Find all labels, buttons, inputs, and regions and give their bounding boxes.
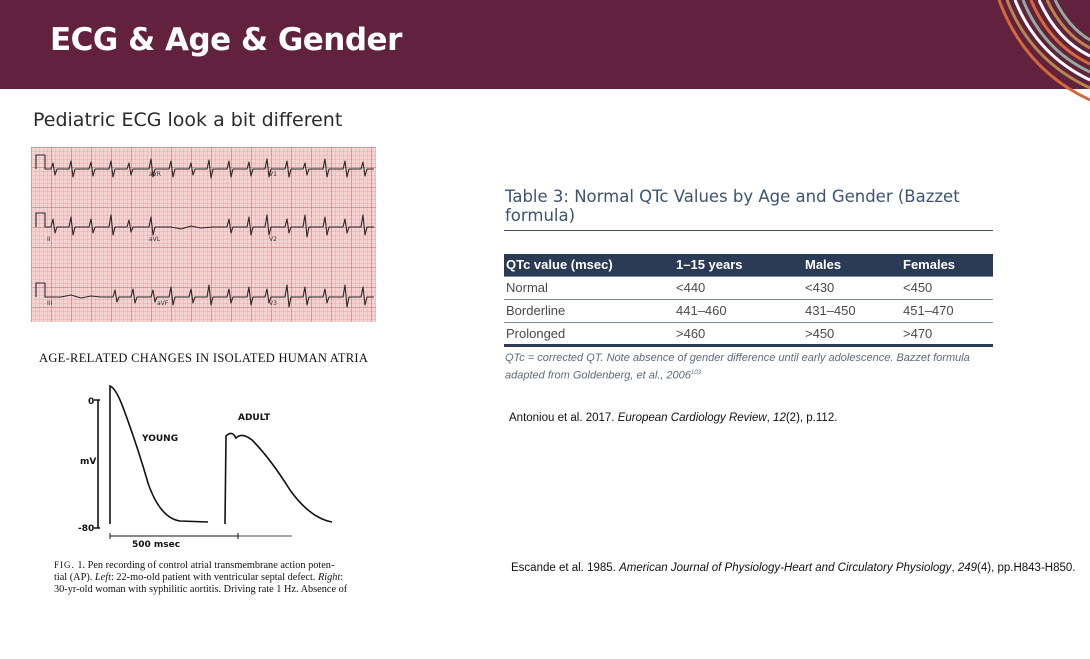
decorative-corner-arcs xyxy=(995,0,1090,120)
table-cell: >470 xyxy=(901,322,993,345)
table-row xyxy=(504,299,993,322)
lead-label-iii: III xyxy=(47,300,53,307)
column-header: 1–15 years xyxy=(674,254,803,276)
ap-young-label: YOUNG xyxy=(142,434,179,444)
lead-label-ii: II xyxy=(47,236,51,243)
title-divider xyxy=(504,230,993,231)
lead-label-avl: aVL xyxy=(149,236,161,243)
reference-antoniou: Antoniou et al. 2017. European Cardiology Review, 12(2), p.112. xyxy=(509,412,838,424)
table-cell: <440 xyxy=(674,276,803,299)
lead-label-avr: aVR xyxy=(149,171,161,178)
table-cell: <450 xyxy=(901,276,993,299)
ap-figure-caption: FIG. 1. Pen recording of control atrial transmembrane action poten- tial (AP). Left: 22-mo-old patient with ventricular septal defect. Right: 30-yr-old woman with syphilitic aortitis. Driving rate 1 Hz. Absence of xyxy=(54,560,348,595)
ap-adult-trace xyxy=(225,433,332,524)
ap-scale-label: 500 msec xyxy=(132,540,181,550)
ap-mv-label: mV xyxy=(80,457,97,467)
column-header: Males xyxy=(803,254,901,276)
table-cell: <430 xyxy=(803,276,901,299)
slide-title: ECG & Age & Gender xyxy=(50,22,402,58)
column-header: Females xyxy=(901,254,993,276)
table-header-row xyxy=(504,254,993,276)
table-cell: 431–450 xyxy=(803,299,901,322)
lead-label-v2: V2 xyxy=(269,236,277,243)
lead-label-avf: aVF xyxy=(157,300,169,307)
ap-young-trace xyxy=(110,386,208,524)
table-row xyxy=(504,322,993,345)
table-cell: >460 xyxy=(674,322,803,345)
ap-adult-label: ADULT xyxy=(238,413,271,423)
table-cell: >450 xyxy=(803,322,901,345)
table-cell: 451–470 xyxy=(901,299,993,322)
ap-zero-label: 0 xyxy=(88,397,95,407)
lead-label-v3: V3 xyxy=(269,300,277,307)
title-bar xyxy=(0,0,1090,89)
slide-subtitle: Pediatric ECG look a bit different xyxy=(33,109,343,131)
table-row xyxy=(504,276,993,299)
ap-minus80-label: -80 xyxy=(78,524,95,534)
ap-figure-heading: AGE-RELATED CHANGES IN ISOLATED HUMAN ATRIA xyxy=(39,351,369,365)
table-cell: 441–460 xyxy=(674,299,803,322)
qtc-table-title: Table 3: Normal QTc Values by Age and Gender (Bazzet formula) xyxy=(505,187,960,225)
action-potential-figure xyxy=(60,378,380,553)
pediatric-ecg-image xyxy=(31,147,376,322)
table-cell: Borderline xyxy=(504,299,674,322)
table-cell: Prolonged xyxy=(504,322,674,345)
reference-escande: Escande et al. 1985. American Journal of Physiology-Heart and Circulatory Physiology, 249(4), pp.H843-H850. xyxy=(511,562,1076,574)
qtc-table xyxy=(504,254,993,347)
qtc-table-note: QTc = corrected QT. Note absence of gender difference until early adolescence. Bazzet formula adapted from Goldenberg, et al., 2006$^{103}$ xyxy=(505,352,970,382)
column-header: QTc value (msec) xyxy=(504,254,674,276)
table-cell: Normal xyxy=(504,276,674,299)
lead-label-v1: V1 xyxy=(269,171,277,178)
